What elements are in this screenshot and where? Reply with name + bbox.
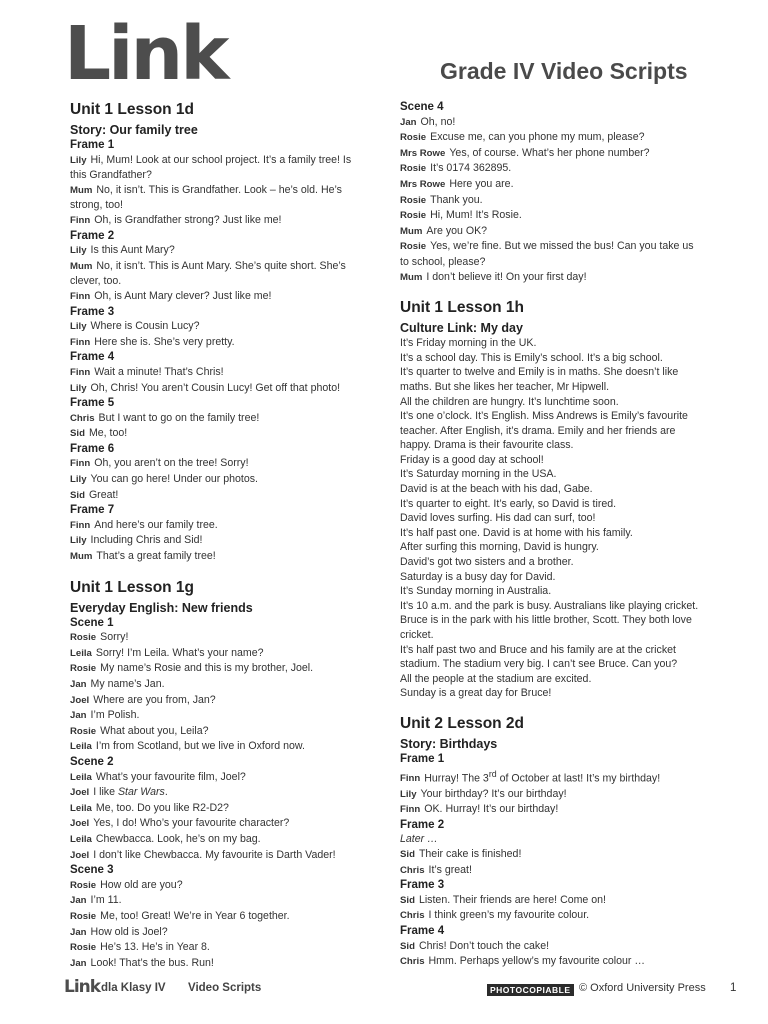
superscript: rd <box>488 768 497 779</box>
speaker-name: Jan <box>70 895 87 907</box>
dialogue-line <box>400 939 705 955</box>
speaker-name: Lily <box>70 382 87 394</box>
dialogue-line <box>70 243 370 259</box>
dialogue-line <box>70 708 370 724</box>
dialogue-line <box>70 956 370 972</box>
dialogue-text: I think green’s my favourite colour. <box>428 909 590 922</box>
page-number: 1 <box>730 982 737 994</box>
speaker-name: Rosie <box>400 210 427 222</box>
speaker-name: Finn <box>70 214 91 226</box>
frame-heading: Frame 5 <box>70 397 115 410</box>
dialogue-line <box>400 239 705 269</box>
speaker-name: Mrs Rowe <box>400 178 446 190</box>
frame-heading: Scene 2 <box>70 755 114 768</box>
narration-line: Sunday is a great day for Bruce! <box>400 687 552 700</box>
speaker-name: Lily <box>70 535 87 547</box>
dialogue-text: Oh, Chris! You aren’t Cousin Lucy! Get off that photo! <box>90 381 341 394</box>
dialogue-line <box>70 724 370 740</box>
lesson-title: Unit 1 Lesson 1d <box>70 101 195 118</box>
dialogue-line <box>400 908 705 924</box>
speaker-name: Lily <box>70 245 87 257</box>
narration-line: All the children are hungry. It’s lunchtime soon. <box>400 395 619 408</box>
speaker-name: Rosie <box>400 132 427 144</box>
speaker-name: Rosie <box>70 942 97 954</box>
dialogue-line <box>70 816 370 832</box>
lesson-title: Unit 1 Lesson 1h <box>400 299 525 317</box>
speaker-name: Leila <box>70 802 92 814</box>
dialogue-line <box>70 893 370 909</box>
dialogue-line <box>400 802 705 818</box>
dialogue-text: Me, too! Great! We’re in Year 6 together. <box>100 909 290 922</box>
dialogue-text: Chris! Don’t touch the cake! <box>418 939 550 952</box>
speaker-name: Chris <box>400 864 425 876</box>
dialogue-line <box>70 677 370 693</box>
dialogue-line <box>70 533 370 549</box>
dialogue-line <box>70 848 370 864</box>
dialogue-text: That’s a great family tree! <box>96 550 216 563</box>
frame-heading: Frame 1 <box>400 752 445 765</box>
speaker-name: Finn <box>70 458 91 470</box>
dialogue-text: It’s 0174 362895. <box>430 162 512 175</box>
narration-line: It’s Friday morning in the UK. <box>400 337 537 350</box>
dialogue-line <box>70 472 370 488</box>
narration-line: Saturday is a busy day for David. <box>400 570 556 583</box>
dialogue-text: Where is Cousin Lucy? <box>90 320 200 333</box>
dialogue-line <box>400 954 705 970</box>
speaker-name: Jan <box>400 116 417 128</box>
narration-line: It’s half past one. David is at home with his family. <box>400 526 633 539</box>
dialogue-text: What about you, Leila? <box>100 724 209 737</box>
dialogue-text: Yes, we’re fine. But we missed the bus! Can you take us to school, please? <box>400 240 694 268</box>
speaker-name: Sid <box>400 894 415 906</box>
dialogue-line <box>70 785 370 801</box>
dialogue-text-end: of October at last! It’s my birthday! <box>496 772 661 785</box>
speaker-name: Mum <box>400 225 423 237</box>
dialogue-text: Chewbacca. Look, he’s on my bag. <box>95 832 261 845</box>
dialogue-text: Excuse me, can you phone my mum, please? <box>430 131 645 144</box>
dialogue-line <box>70 456 370 472</box>
frame-heading: Frame 3 <box>400 879 445 892</box>
frame-heading: Frame 4 <box>400 925 445 938</box>
frame-heading: Frame 2 <box>70 229 115 242</box>
speaker-name: Finn <box>70 336 91 348</box>
speaker-name: Joel <box>70 694 90 706</box>
narration-line: It’s Saturday morning in the USA. <box>400 468 557 481</box>
frame-heading: Scene 1 <box>70 616 114 629</box>
speaker-name: Finn <box>70 290 91 302</box>
narration-line: After surfing this morning, David is hungry. <box>400 541 599 554</box>
speaker-name: Rosie <box>70 910 97 922</box>
speaker-name: Finn <box>400 773 421 785</box>
dialogue-text: Oh, is Aunt Mary clever? Just like me! <box>94 289 272 302</box>
speaker-name: Joel <box>70 849 90 861</box>
dialogue-text: Their cake is finished! <box>418 848 522 861</box>
footer-logo: Link <box>64 977 101 997</box>
story-title: Story: Birthdays <box>400 736 498 751</box>
speaker-name: Rosie <box>70 632 97 644</box>
speaker-name: Sid <box>400 849 415 861</box>
lesson-section <box>400 714 705 970</box>
dialogue-text: I don’t believe it! On your first day! <box>426 270 587 283</box>
dialogue-line <box>70 319 370 335</box>
narration-line: It’s quarter to twelve and Emily is in maths. She doesn’t like maths. But she likes her teacher, Mr Hipwell. <box>400 366 679 393</box>
dialogue-line <box>70 925 370 941</box>
dialogue-line <box>70 426 370 442</box>
narration-line: It’s 10 a.m. and the park is busy. Australians like playing cricket. <box>400 599 699 612</box>
dialogue-text: Hurray! The 3 <box>424 772 489 785</box>
speaker-name: Sid <box>400 940 415 952</box>
dialogue-line <box>70 153 370 183</box>
dialogue-line <box>70 488 370 504</box>
speaker-name: Leila <box>70 741 92 753</box>
speaker-name: Finn <box>70 519 91 531</box>
lesson-title: Unit 2 Lesson 2d <box>400 714 525 732</box>
dialogue-text: How old are you? <box>100 878 183 891</box>
dialogue-line <box>70 213 370 229</box>
dialogue-text: It’s great! <box>428 863 472 876</box>
dialogue-text: No, it isn’t. This is Aunt Mary. She’s quite short. She’s clever, too. <box>70 259 346 288</box>
dialogue-line <box>70 259 370 289</box>
dialogue-text: I’m 11. <box>90 894 122 907</box>
frame-heading: Scene 3 <box>70 864 114 877</box>
speaker-name: Mum <box>400 271 423 283</box>
link-logo: Link <box>64 11 227 97</box>
dialogue-text: Is this Aunt Mary? <box>90 244 175 257</box>
dialogue-text: But I want to go on the family tree! <box>98 411 260 424</box>
dialogue-line <box>70 693 370 709</box>
dialogue-line <box>400 161 705 177</box>
speaker-name: Lily <box>70 154 87 166</box>
dialogue-line <box>400 863 705 879</box>
publisher-credit: © Oxford University Press <box>579 982 706 994</box>
photocopiable-badge: PHOTOCOPIABLE <box>487 984 574 996</box>
dialogue-text: I’m from Scotland, but we live in Oxford now. <box>95 740 305 753</box>
dialogue-text: OK. Hurray! It’s our birthday! <box>424 803 559 816</box>
speaker-name: Mrs Rowe <box>400 147 446 159</box>
lesson-section <box>70 578 370 972</box>
dialogue-text: Me, too! <box>88 427 128 440</box>
dialogue-line <box>70 739 370 755</box>
speaker-name: Finn <box>70 366 91 378</box>
dialogue-line <box>400 193 705 209</box>
dialogue-line <box>400 224 705 240</box>
dialogue-line <box>400 787 705 803</box>
frame-heading: Frame 2 <box>400 818 445 831</box>
dialogue-line <box>70 411 370 427</box>
dialogue-line <box>400 115 705 131</box>
dialogue-line <box>70 646 370 662</box>
dialogue-line <box>70 878 370 894</box>
dialogue-line <box>70 832 370 848</box>
dialogue-text: Listen. Their friends are here! Come on! <box>418 893 606 906</box>
narration-line: David’s got two sisters and a brother. <box>400 556 574 569</box>
dialogue-line <box>400 146 705 162</box>
dialogue-text: Look! That’s the bus. Run! <box>90 956 214 969</box>
speaker-name: Rosie <box>70 879 97 891</box>
dialogue-text: Yes, of course. What’s her phone number? <box>449 146 650 159</box>
lesson-section <box>70 100 370 565</box>
dialogue-text: I like <box>93 786 118 799</box>
footer-section: Video Scripts <box>188 982 262 994</box>
lesson-title: Unit 1 Lesson 1g <box>70 578 195 596</box>
dialogue-text: Great! <box>88 488 119 501</box>
dialogue-text: Your birthday? It’s our birthday! <box>420 787 567 800</box>
story-title: Culture Link: My day <box>400 321 523 336</box>
frame-heading: Frame 3 <box>70 305 115 318</box>
lesson-section <box>400 298 705 701</box>
speaker-name: Lily <box>70 474 87 486</box>
stage-note: Later … <box>400 833 438 846</box>
dialogue-text: Sorry! I’m Leila. What’s your name? <box>95 646 264 659</box>
speaker-name: Lily <box>70 321 87 333</box>
speaker-name: Chris <box>70 412 95 424</box>
narration-line: It’s a school day. This is Emily’s school. It’s a big school. <box>400 351 663 364</box>
dialogue-line <box>400 767 705 787</box>
speaker-name: Mum <box>70 551 93 563</box>
frame-heading: Frame 1 <box>70 139 115 151</box>
dialogue-text: Where are you from, Jan? <box>93 693 216 706</box>
narration-line: It’s one o’clock. It’s English. Miss Andrews is Emily’s favourite teacher. After English, it’s drama. Emily and her friends are happy. Drama is their favourite class. <box>400 410 688 452</box>
right-column <box>400 100 705 983</box>
dialogue-line <box>70 549 370 565</box>
page-title: Grade IV Video Scripts <box>440 58 688 84</box>
dialogue-line <box>70 630 370 646</box>
dialogue-text: What’s your favourite film, Joel? <box>95 770 246 783</box>
dialogue-text: Wait a minute! That’s Chris! <box>94 365 224 378</box>
speaker-name: Jan <box>70 679 87 690</box>
speaker-name: Jan <box>70 957 87 969</box>
left-column <box>70 100 370 984</box>
dialogue-text: Including Chris and Sid! <box>90 534 203 547</box>
dialogue-text-end: . <box>164 786 168 799</box>
speaker-name: Lily <box>400 788 417 800</box>
speaker-name: Rosie <box>400 194 427 206</box>
dialogue-text: I don’t like Chewbacca. My favourite is Darth Vader! <box>93 848 336 861</box>
story-title: Everyday English: New friends <box>70 600 253 615</box>
dialogue-line <box>400 177 705 193</box>
dialogue-text: No, it isn’t. This is Grandfather. Look – he’s old. He’s strong, too! <box>70 183 342 212</box>
dialogue-line <box>400 270 705 286</box>
dialogue-text: Hi, Mum! It’s Rosie. <box>430 209 522 222</box>
speaker-name: Rosie <box>400 163 427 175</box>
dialogue-text: Hmm. Perhaps yellow’s my favourite colour … <box>428 955 645 968</box>
dialogue-line <box>400 893 705 909</box>
speaker-name: Jan <box>70 710 87 722</box>
story-title: Story: Our family tree <box>70 123 198 137</box>
dialogue-line <box>400 847 705 863</box>
speaker-name: Chris <box>400 910 425 922</box>
dialogue-text: Yes, I do! Who’s your favourite character? <box>93 817 290 830</box>
title-italic: Star Wars <box>117 786 165 799</box>
narration-line: David is at the beach with his dad, Gabe. <box>400 483 593 496</box>
speaker-name: Rosie <box>70 725 97 737</box>
narration-line: It’s Sunday morning in Australia. <box>400 585 552 598</box>
dialogue-line <box>70 381 370 397</box>
dialogue-text: Here she is. She’s very pretty. <box>94 335 235 348</box>
dialogue-line <box>70 183 370 213</box>
frame-heading: Scene 4 <box>400 101 444 113</box>
dialogue-text: Here you are. <box>449 177 514 190</box>
speaker-name: Joel <box>70 787 90 799</box>
dialogue-line <box>70 518 370 534</box>
dialogue-text: Sorry! <box>100 631 129 644</box>
speaker-name: Leila <box>70 647 92 659</box>
speaker-name: Rosie <box>400 241 427 253</box>
frame-heading: Frame 7 <box>70 504 115 517</box>
dialogue-line <box>70 940 370 956</box>
speaker-name: Mum <box>70 260 93 272</box>
narration-line: Bruce is in the park with his little brother, Scott. They both love cricket. <box>400 614 692 641</box>
dialogue-text: You can go here! Under our photos. <box>90 473 258 486</box>
narration-line: It’s half past two and Bruce and his family are at the cricket stadium. The stadium very big. I can’t see Bruce. Can you? <box>400 643 678 671</box>
dialogue-line <box>400 208 705 224</box>
dialogue-text: Oh, is Grandfather strong? Just like me! <box>94 213 282 226</box>
dialogue-line <box>70 770 370 786</box>
narration-line: Friday is a good day at school! <box>400 453 544 466</box>
narration-line: David loves surfing. His dad can surf, too! <box>400 512 596 525</box>
dialogue-text: My name’s Jan. <box>90 678 165 690</box>
dialogue-text: Oh, you aren’t on the tree! Sorry! <box>94 457 249 470</box>
speaker-name: Joel <box>70 818 90 830</box>
dialogue-line <box>70 801 370 817</box>
narration-line: All the people at the stadium are excited. <box>400 672 592 685</box>
dialogue-text: How old is Joel? <box>90 925 168 938</box>
frame-heading: Frame 4 <box>70 351 115 364</box>
speaker-name: Finn <box>400 804 421 816</box>
dialogue-text: Thank you. <box>430 193 483 206</box>
dialogue-text: He’s 13. He’s in Year 8. <box>100 941 210 954</box>
speaker-name: Leila <box>70 771 92 783</box>
speaker-name: Leila <box>70 833 92 845</box>
speaker-name: Sid <box>70 489 85 501</box>
dialogue-line <box>400 130 705 146</box>
dialogue-line <box>70 909 370 925</box>
frame-heading: Frame 6 <box>70 442 115 455</box>
dialogue-line <box>70 365 370 381</box>
dialogue-text: Are you OK? <box>426 224 488 237</box>
footer-subtitle: dla Klasy IV <box>101 982 166 994</box>
dialogue-text: Oh, no! <box>420 115 456 128</box>
dialogue-line <box>70 661 370 677</box>
dialogue-text: And here’s our family tree. <box>94 518 218 531</box>
speaker-name: Chris <box>400 956 425 968</box>
dialogue-line <box>70 335 370 351</box>
speaker-name: Sid <box>70 428 85 440</box>
dialogue-text: Hi, Mum! Look at our school project. It’s a family tree! Is this Grandfather? <box>70 153 352 182</box>
dialogue-text: My name’s Rosie and this is my brother, Joel. <box>100 662 314 675</box>
narration-line: It’s quarter to eight. It’s early, so David is tired. <box>400 497 617 510</box>
speaker-name: Rosie <box>70 663 97 675</box>
lesson-section <box>400 100 705 285</box>
dialogue-text: I’m Polish. <box>90 709 140 722</box>
dialogue-text: Me, too. Do you like R2-D2? <box>95 801 229 814</box>
dialogue-line <box>70 289 370 305</box>
speaker-name: Jan <box>70 926 87 938</box>
speaker-name: Mum <box>70 184 93 196</box>
